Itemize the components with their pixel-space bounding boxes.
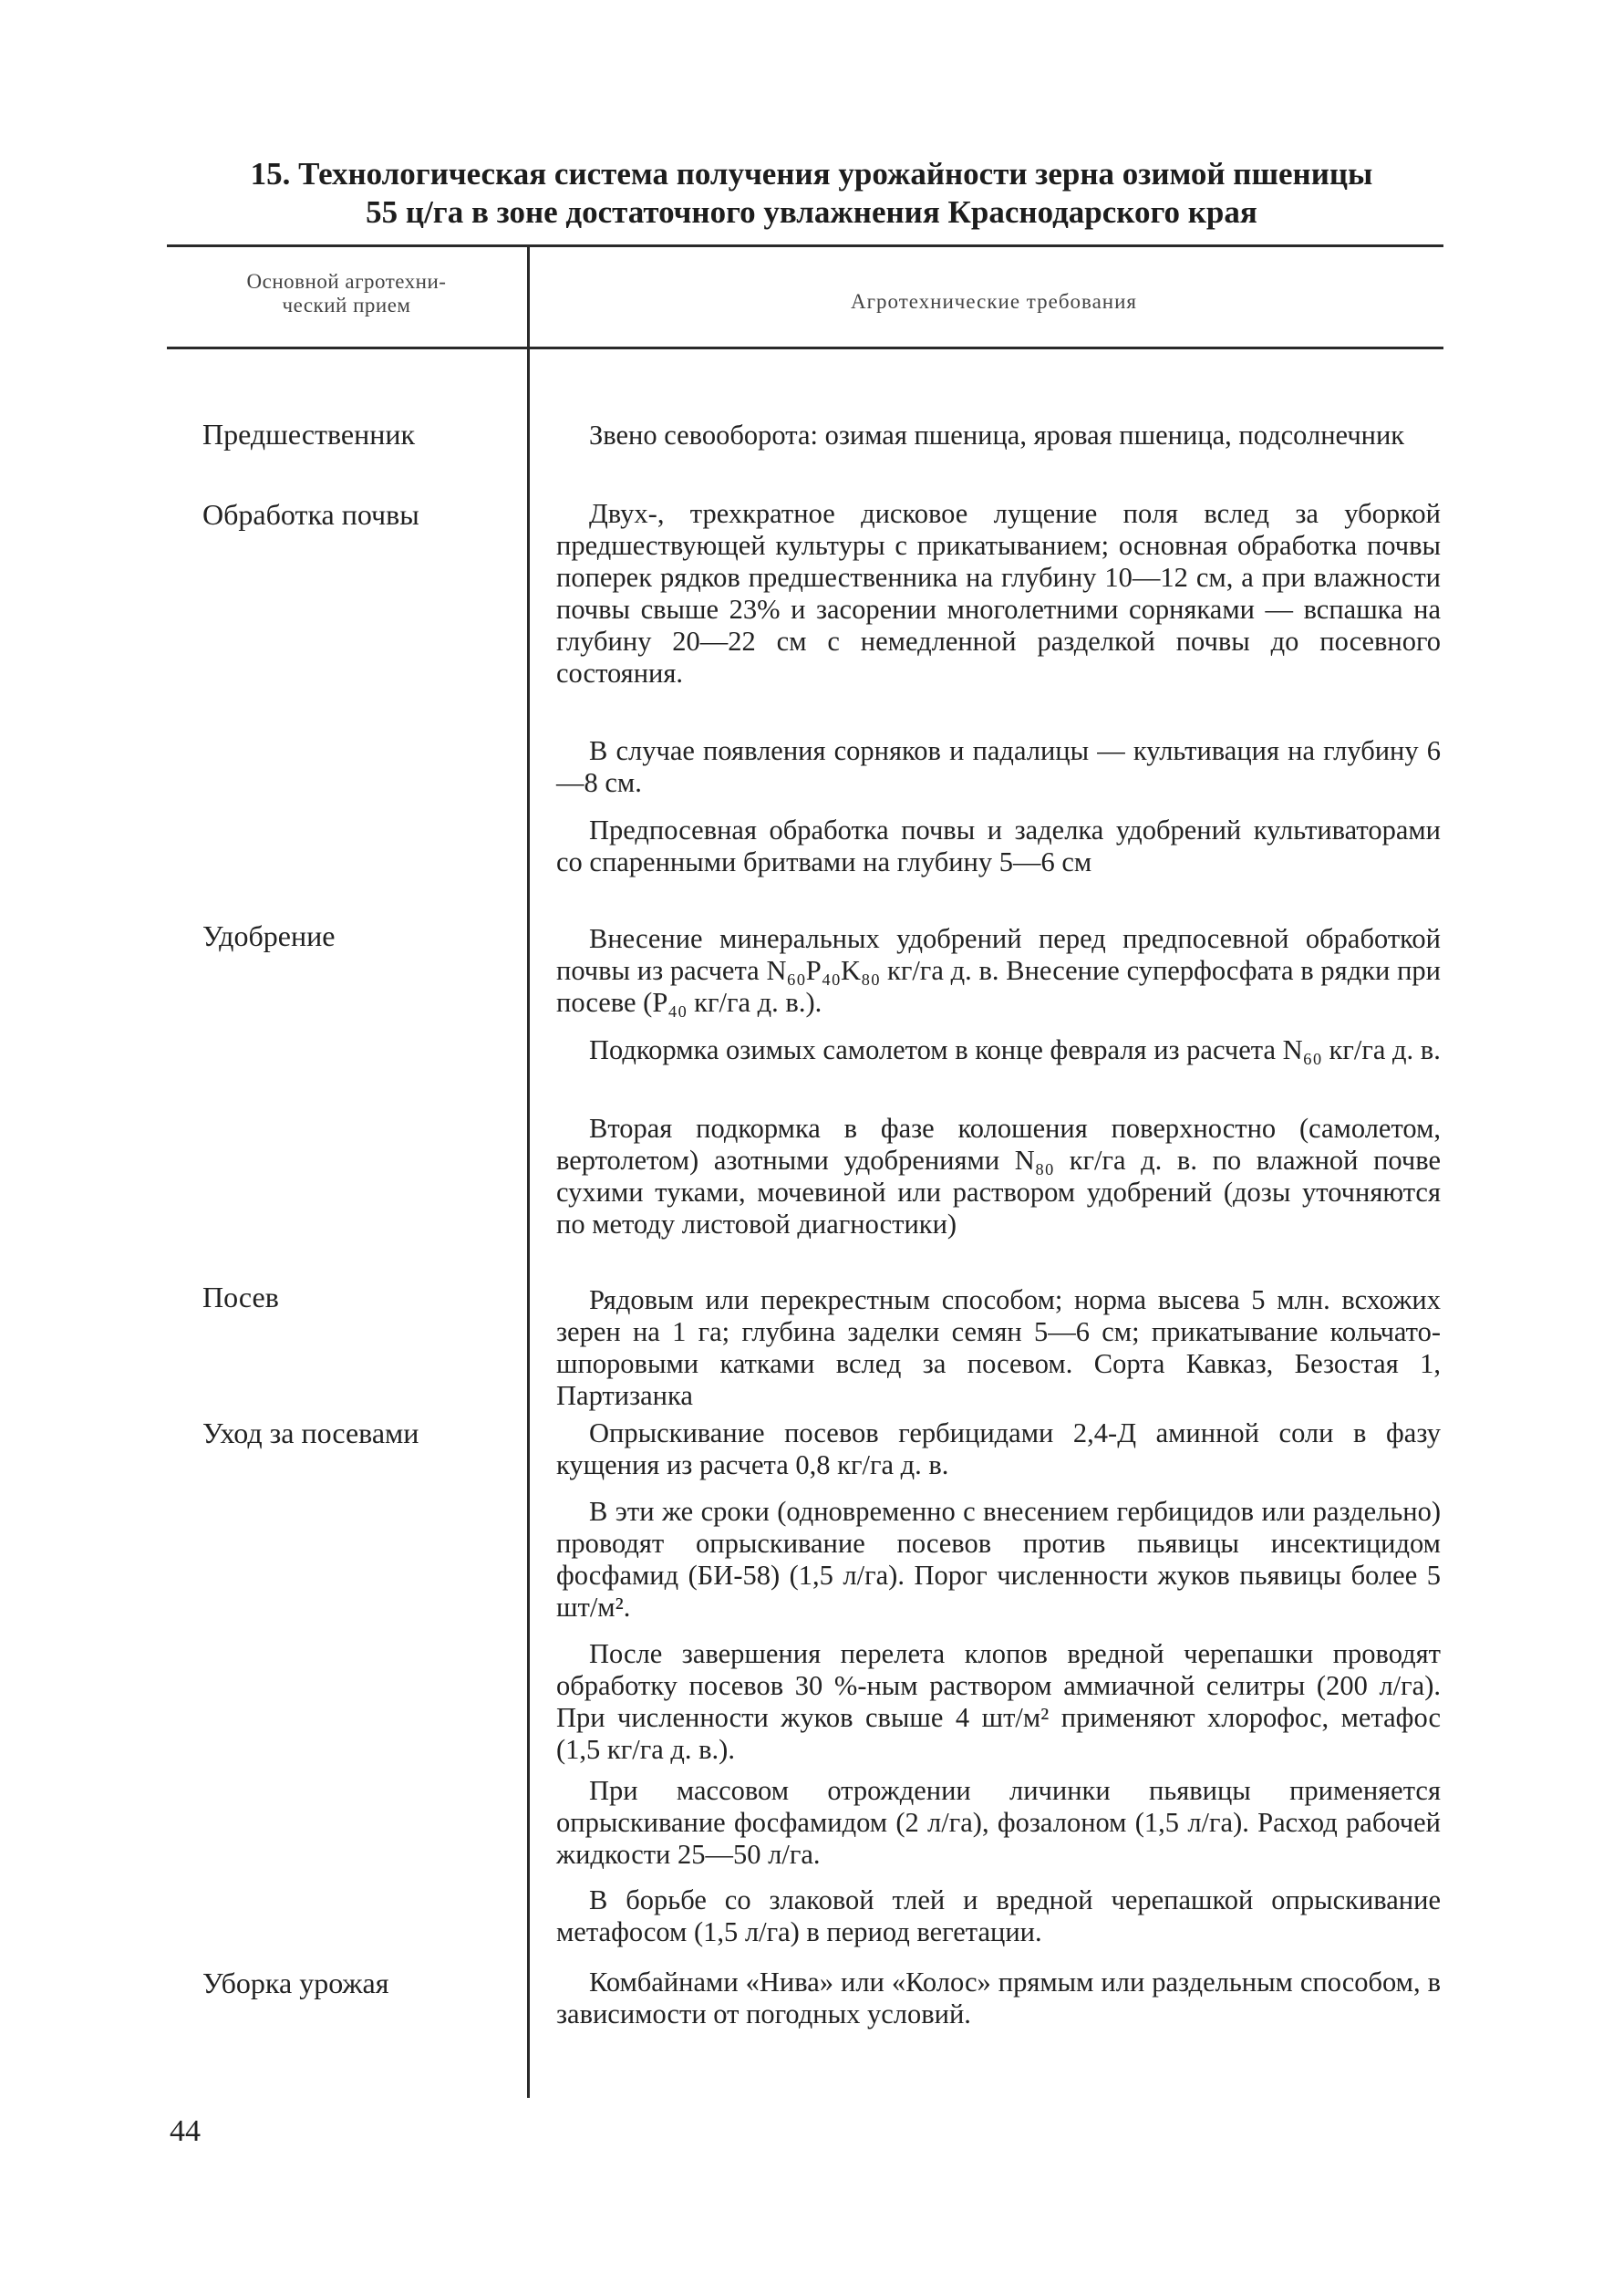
row-text-harvest: Комбайнами «Нива» или «Колос» прямым или раздельным способом, в зависимости от погодных условий. xyxy=(556,1967,1441,2029)
table-column-divider xyxy=(527,246,530,2098)
row-label-soil: Обработка почвы xyxy=(202,498,419,531)
row-label-care: Уход за посевами xyxy=(202,1417,419,1449)
row-text-fertilizer-2: Подкормка озимых самолетом в конце февраля из расчета N₆₀ кг/га д. в. xyxy=(589,1034,1441,1065)
row-text-soil-1: Двух-, трехкратное дисковое лущение поля вслед за уборкой предшествующей культуры с прикатыванием; основная обработка почвы поперек рядков предшественника на глубину 10—12 см, а при влажности почвы свыше 23% и засорении многолетними сорняками — вспашка на глубину 20—22 см с немедленной разделкой почвы до посевного состояния. xyxy=(556,498,1441,689)
table-top-rule xyxy=(167,244,1443,247)
row-label-predecessor: Предшественник xyxy=(202,418,416,451)
table-title-line-2: 55 ц/га в зоне достаточного увлажнения Краснодарского края xyxy=(366,194,1257,230)
row-text-soil-3: Предпосевная обработка почвы и заделка удобрений культиваторами со спаренными бритвами на глубину 5—6 см xyxy=(556,815,1441,877)
row-text-soil-2: В случае появления сорняков и падалицы — культивация на глубину 6—8 см. xyxy=(556,735,1441,798)
row-text-care-5: В борьбе со злаковой тлей и вредной черепашкой опрыскивание метафосом (1,5 л/га) в период вегетации. xyxy=(556,1884,1441,1947)
row-text-care-3: После завершения перелета клопов вредной черепашки проводят обработку посевов 30 %-ным раствором аммиачной селитры (200 л/га). При численности жуков свыше 4 шт/м² применяют хлорофос, метафос (1,5 кг/га д. в.). xyxy=(556,1638,1441,1765)
row-text-care-1: Опрыскивание посевов гербицидами 2,4-Д аминной соли в фазу кущения из расчета 0,8 кг/га д. в. xyxy=(556,1417,1441,1480)
column-header-technique xyxy=(182,270,511,317)
row-text-care-2: В эти же сроки (одновременно с внесением гербицидов или раздельно) проводят опрыскивание посевов против пьявицы инсектицидом фосфамид (БИ-58) (1,5 л/га). Порог численности жуков пьявицы более 5 шт/м². xyxy=(556,1496,1441,1623)
table-title-line-1: 15. Технологическая система получения урожайности зерна озимой пшеницы xyxy=(250,156,1373,192)
column-header-requirements: Агротехнические требования xyxy=(850,290,1138,313)
table-header-rule xyxy=(167,347,1443,349)
table-title xyxy=(164,155,1459,232)
column-header-technique-line-1: Основной агротехни- xyxy=(246,270,447,293)
row-text-predecessor: Звено севооборота: озимая пшеница, яровая пшеница, подсолнечник xyxy=(589,420,1405,451)
row-text-fertilizer-3: Вторая подкормка в фазе колошения поверхностно (самолетом, вертолетом) азотными удобрениями N₈₀ кг/га д. в. по влажной почве сухими туками, мочевиной или раствором удобрений (дозы уточняются по методу листовой диагностики) xyxy=(556,1113,1441,1240)
row-label-sowing: Посев xyxy=(202,1281,279,1313)
row-text-fertilizer-1: Внесение минеральных удобрений перед предпосевной обработкой почвы из расчета N₆₀P₄₀K₈₀ кг/га д. в. Внесение суперфосфата в рядки при посеве (P₄₀ кг/га д. в.). xyxy=(556,923,1441,1018)
column-header-technique-line-2: ческий прием xyxy=(282,294,411,317)
row-text-sowing: Рядовым или перекрестным способом; норма высева 5 млн. всхожих зерен на 1 га; глубина заделки семян 5—6 см; прикатывание кольчато-шпоровыми катками вслед за посевом. Сорта Кавказ, Безостая 1, Партизанка xyxy=(556,1284,1441,1411)
row-label-harvest: Уборка урожая xyxy=(202,1967,389,1999)
row-text-care-4: При массовом отрождении личинки пьявицы применяется опрыскивание фосфамидом (2 л/га), фозалоном (1,5 л/га). Расход рабочей жидкости 25—50 л/га. xyxy=(556,1775,1441,1870)
page-number: 44 xyxy=(170,2114,201,2148)
row-label-fertilizer: Удобрение xyxy=(202,919,336,952)
